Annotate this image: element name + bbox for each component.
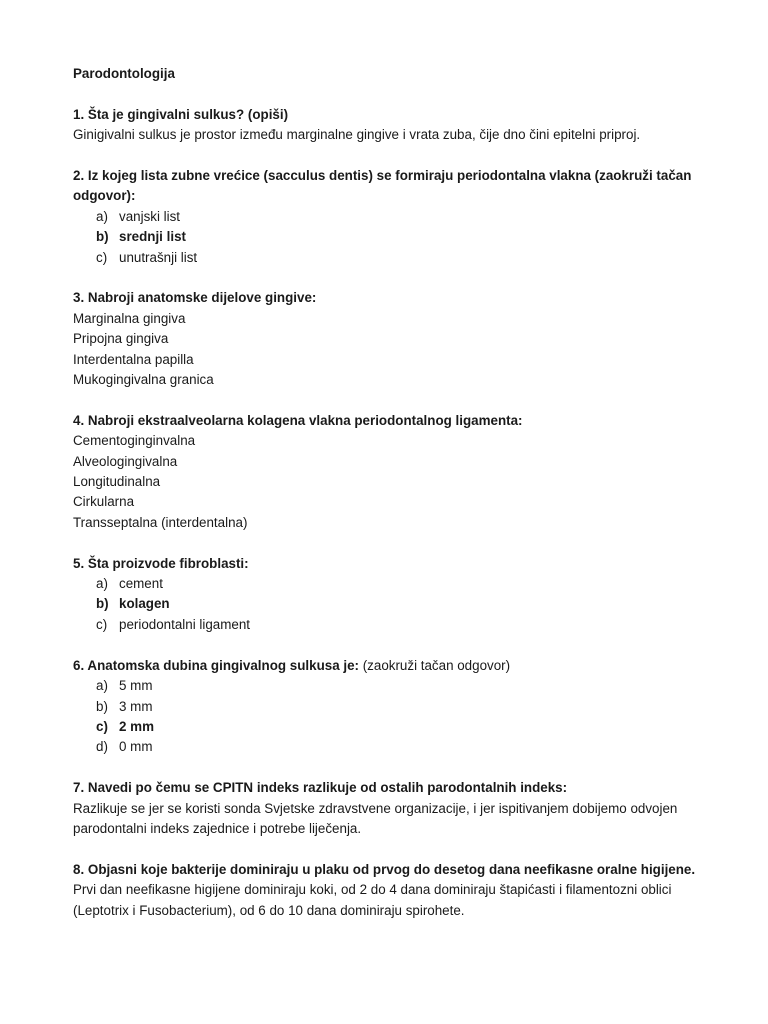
question-number: 8. <box>73 861 85 877</box>
question-heading <box>73 288 708 308</box>
option-letter: b) <box>96 698 108 714</box>
option-text: unutrašnji list <box>119 249 198 265</box>
question-text: Nabroji anatomske dijelove gingive: <box>87 290 317 306</box>
option-text: 3 mm <box>119 698 153 714</box>
option-letter: b) <box>96 596 109 612</box>
answer-line: Longitudinalna <box>73 474 161 490</box>
option-text: kolagen <box>119 596 170 612</box>
answer-line: Pripojna gingiva <box>73 331 169 347</box>
question-heading <box>73 860 708 880</box>
question-number: 6. <box>73 657 85 673</box>
option-text: periodontalni ligament <box>119 616 251 632</box>
question-number: 1. <box>73 106 85 122</box>
answer-line: Prvi dan neefikasne higijene dominiraju koki, od 2 do 4 dana dominiraju štapićasti i filamentozni oblici (Leptotrix i Fusobacterium), od 6 do 10 dana dominiraju spirohete. <box>73 882 672 918</box>
option-letter: a) <box>96 208 108 224</box>
question-text: Šta je gingivalni sulkus? (opiši) <box>87 106 289 122</box>
question-text: Objasni koje bakterije dominiraju u plaku od prvog do desetog dana neefikasne oralne higijene. <box>87 861 696 877</box>
option-item <box>73 676 708 696</box>
question-heading <box>73 411 708 431</box>
question-text: Nabroji ekstraalveolarna kolagena vlakna periodontalnog ligamenta: <box>87 412 523 428</box>
answer-line: Marginalna gingiva <box>73 310 186 326</box>
question-text: Navedi po čemu se CPITN indeks razlikuje od ostalih parodontalnih indeks: <box>87 780 568 796</box>
question-number: 7. <box>73 780 85 796</box>
answer-line: Interdentalna papilla <box>73 351 194 367</box>
option-item <box>73 594 708 614</box>
question-heading <box>73 656 708 676</box>
question-heading <box>73 105 708 125</box>
option-text: cement <box>119 576 163 592</box>
option-list <box>73 207 708 268</box>
question-text: Šta proizvode fibroblasti: <box>87 555 249 571</box>
option-list <box>73 676 708 758</box>
question-heading <box>73 166 708 207</box>
option-item <box>73 697 708 717</box>
answer-line: Cementoginginvalna <box>73 433 196 449</box>
answer-line: Alveologingivalna <box>73 453 178 469</box>
option-item <box>73 574 708 594</box>
option-list <box>73 574 708 635</box>
option-letter: a) <box>96 678 108 694</box>
question-8 <box>73 860 708 921</box>
option-text: 5 mm <box>119 678 153 694</box>
question-7 <box>73 778 708 839</box>
answer-line: Cirkularna <box>73 494 135 510</box>
question-1 <box>73 105 708 146</box>
option-text: 2 mm <box>119 718 154 734</box>
option-item <box>73 717 708 737</box>
option-item <box>73 207 708 227</box>
question-6 <box>73 656 708 758</box>
option-text: srednji list <box>119 229 186 245</box>
option-item <box>73 737 708 757</box>
question-4 <box>73 411 708 533</box>
question-text: Iz kojeg lista zubne vrećice (sacculus dentis) se formiraju periodontalna vlakna (zaokruži tačan odgovor): <box>73 168 692 204</box>
question-number: 2. <box>73 168 85 183</box>
question-number: 4. <box>73 412 85 428</box>
option-text: vanjski list <box>119 208 181 224</box>
question-5 <box>73 554 708 636</box>
question-instruction: (zaokruži tačan odgovor) <box>359 657 511 673</box>
question-2 <box>73 166 708 268</box>
option-letter: b) <box>96 229 109 245</box>
question-text: Anatomska dubina gingivalnog sulkusa je: <box>87 657 359 673</box>
answer-line: Transseptalna (interdentalna) <box>73 514 248 530</box>
option-letter: d) <box>96 739 108 755</box>
question-number: 5. <box>73 555 85 571</box>
answer-line: Razlikuje se jer se koristi sonda Svjetske zdravstvene organizacije, i jer ispitivanjem dobijemo odvojen parodontalni indeks zajednice i potrebe liječenja. <box>73 800 678 836</box>
option-text: 0 mm <box>119 739 153 755</box>
document-title: Parodontologija <box>73 66 175 81</box>
question-3 <box>73 288 708 390</box>
question-number: 3. <box>73 290 85 306</box>
option-item <box>73 227 708 247</box>
option-item <box>73 248 708 268</box>
option-letter: c) <box>96 249 108 265</box>
answer-line: Mukogingivalna granica <box>73 372 214 388</box>
option-item <box>73 615 708 635</box>
question-heading <box>73 778 708 798</box>
option-letter: c) <box>96 616 108 632</box>
option-letter: a) <box>96 576 108 592</box>
option-letter: c) <box>96 718 108 734</box>
question-heading <box>73 554 708 574</box>
answer-line: Ginigivalni sulkus je prostor između marginalne gingive i vrata zuba, čije dno čini epitelni priproj. <box>73 127 641 143</box>
question-list <box>73 105 708 921</box>
